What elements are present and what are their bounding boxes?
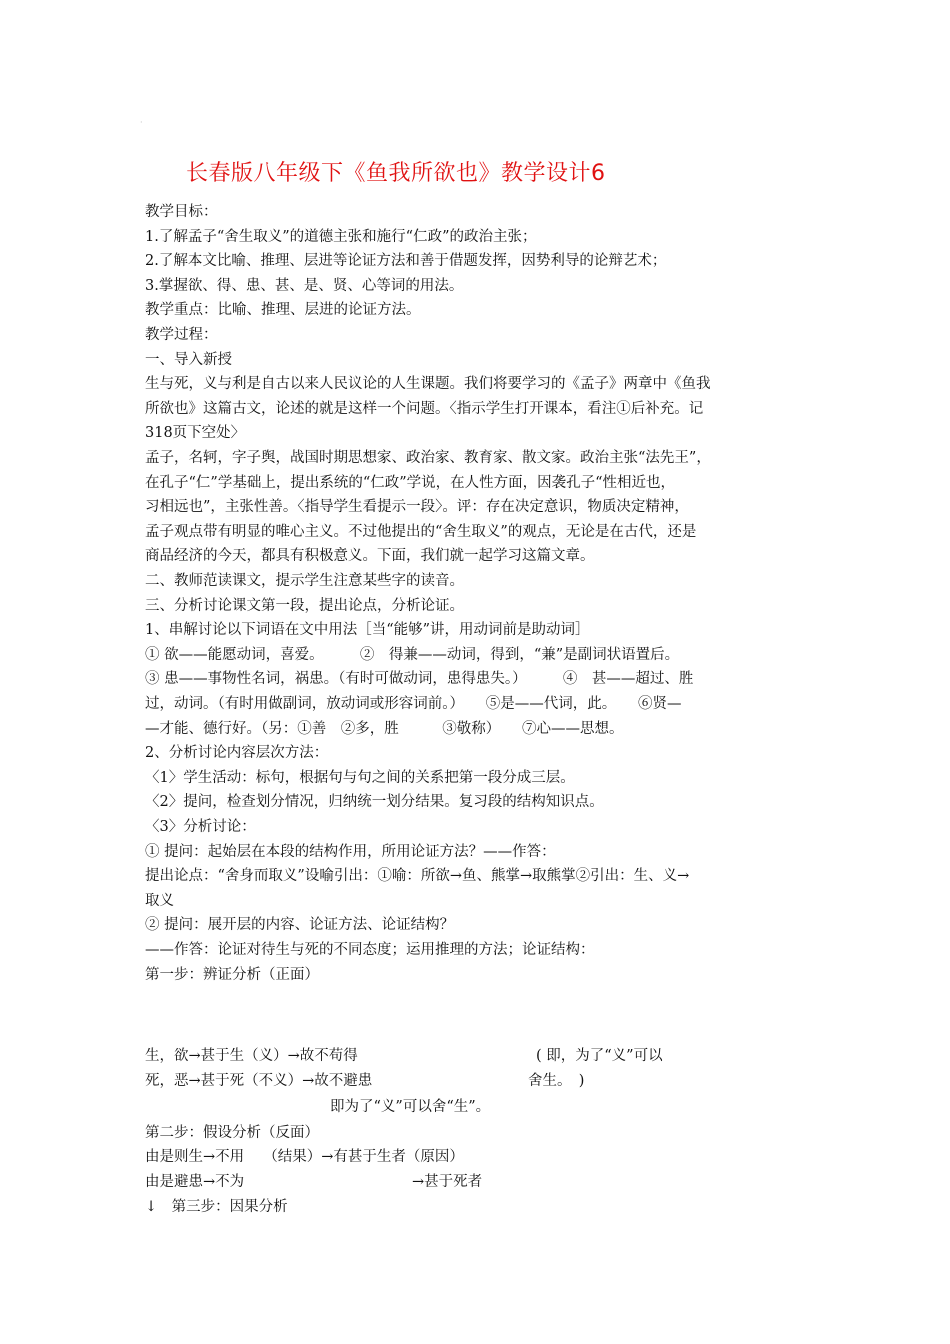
body-line: 提出论点：“舍身而取义”设喻引出：①喻：所欲→鱼、熊掌→取熊掌②引出：生、义→ [145, 868, 690, 885]
body-line: ——作答：论证对待生与死的不同态度；运用推理的方法；论证结构： [145, 942, 595, 958]
body-line: 1、串解讨论以下词语在文中用法［当“能够”讲，用动词前是助动词］ [145, 622, 590, 639]
page-corner-mark: · [140, 118, 143, 127]
body-line: 孟子观点带有明显的唯心主义。不过他提出的“舍生取义”的观点，无论是在古代，还是 [145, 523, 697, 540]
step-two-line-1: 由是则生→不用 （结果）→有甚于生者（原因） [145, 1149, 464, 1165]
body-line: 教学过程： [145, 327, 218, 343]
body-line: 教学目标： [145, 204, 218, 220]
body-line: 1.了解孟子“舍生取义”的道德主张和施行“仁政”的政治主张； [145, 228, 537, 245]
body-line: 三、分析讨论课文第一段，提出论点，分析论证。 [145, 597, 464, 614]
body-line: 教学重点：比喻、推理、层进的论证方法。 [145, 302, 421, 319]
body-line: 〈2〉提问，检查划分情况，归纳统一划分结果。复习段的结构知识点。 [145, 794, 604, 811]
body-line: ① 提问：起始层在本段的结构作用，所用论证方法？——作答： [145, 843, 556, 860]
body-line: 在孔子“仁”学基础上，提出系统的“仁政”学说，在人性方面，因袭孔子“性相近也， [145, 474, 676, 491]
diagram-conclusion: 即为了“义”可以舍“生”。 [330, 1099, 491, 1115]
step-two-line-2: 由是避患→不为 [145, 1174, 245, 1190]
diagram-line-2: 死，恶→甚于死（不义）→故不避患 [145, 1073, 373, 1089]
diagram-line-1: 生，欲→甚于生（义）→故不苟得 [145, 1048, 358, 1064]
body-line: 孟子，名轲，字子舆，战国时期思想家、政治家、教育家、散文家。政治主张“法先王”， [145, 450, 711, 466]
body-line: 所欲也》这篇古文，论述的就是这样一个问题。〈指示学生打开课本，看注①后补充。记 [145, 400, 704, 417]
document-title: 长春版八年级下《鱼我所欲也》教学设计6 [186, 161, 606, 186]
body-line: 二、教师范读课文，提示学生注意某些字的读音。 [145, 573, 464, 589]
body-line: ② 提问：展开层的内容、论证方法、论证结构？ [145, 917, 455, 934]
body-line: ① 欲——能愿动词，喜爱。 ② 得兼——动词，得到，“兼”是副词状语置后。 [145, 646, 680, 663]
body-line: 取义 [145, 892, 174, 909]
body-line: 一、导入新授 [145, 351, 232, 368]
body-line: 过，动词。（有时用做副词，放动词或形容词前。） ⑤是——代词，此。 ⑥贤— [145, 696, 682, 712]
body-line: 第一步：辨证分析（正面） [145, 966, 319, 983]
body-line: 318页下空处〉 [145, 425, 246, 442]
body-line: —才能、德行好。（另：①善 ②多，胜 ③敬称） ⑦心——思想。 [145, 720, 624, 737]
body-line: 〈3〉分析讨论： [145, 819, 256, 835]
diagram-note-1: ( 即，为了“义”可以 [536, 1048, 663, 1064]
body-line: 生与死，义与利是自古以来人民议论的人生课题。我们将要学习的《孟子》两章中《鱼我 [145, 376, 711, 393]
diagram-note-2: 舍生。 ) [528, 1073, 585, 1089]
body-line: 3.掌握欲、得、患、甚、是、贤、心等词的用法。 [145, 277, 464, 294]
body-line: ③ 患——事物性名词，祸患。（有时可做动词，患得患失。） ④ 甚——超过、胜 [145, 671, 694, 688]
body-line: 习相远也”，主张性善。〈指导学生看提示一段〉。评：存在决定意识，物质决定精神， [145, 499, 689, 516]
step-two-heading: 第二步：假设分析（反面） [145, 1125, 319, 1141]
step-two-line-2-result: →甚于死者 [412, 1174, 483, 1190]
body-line: 2、分析讨论内容层次方法： [145, 745, 329, 762]
body-line: 商品经济的今天，都具有积极意义。下面，我们就一起学习这篇文章。 [145, 548, 595, 565]
body-line: 〈1〉学生活动：标句，根据句与句之间的关系把第一段分成三层。 [145, 769, 575, 786]
body-line: 2.了解本文比喻、推理、层进等论证方法和善于借题发挥，因势利导的论辩艺术； [145, 253, 667, 270]
step-three-heading: ↓ 第三步：因果分析 [145, 1199, 288, 1215]
